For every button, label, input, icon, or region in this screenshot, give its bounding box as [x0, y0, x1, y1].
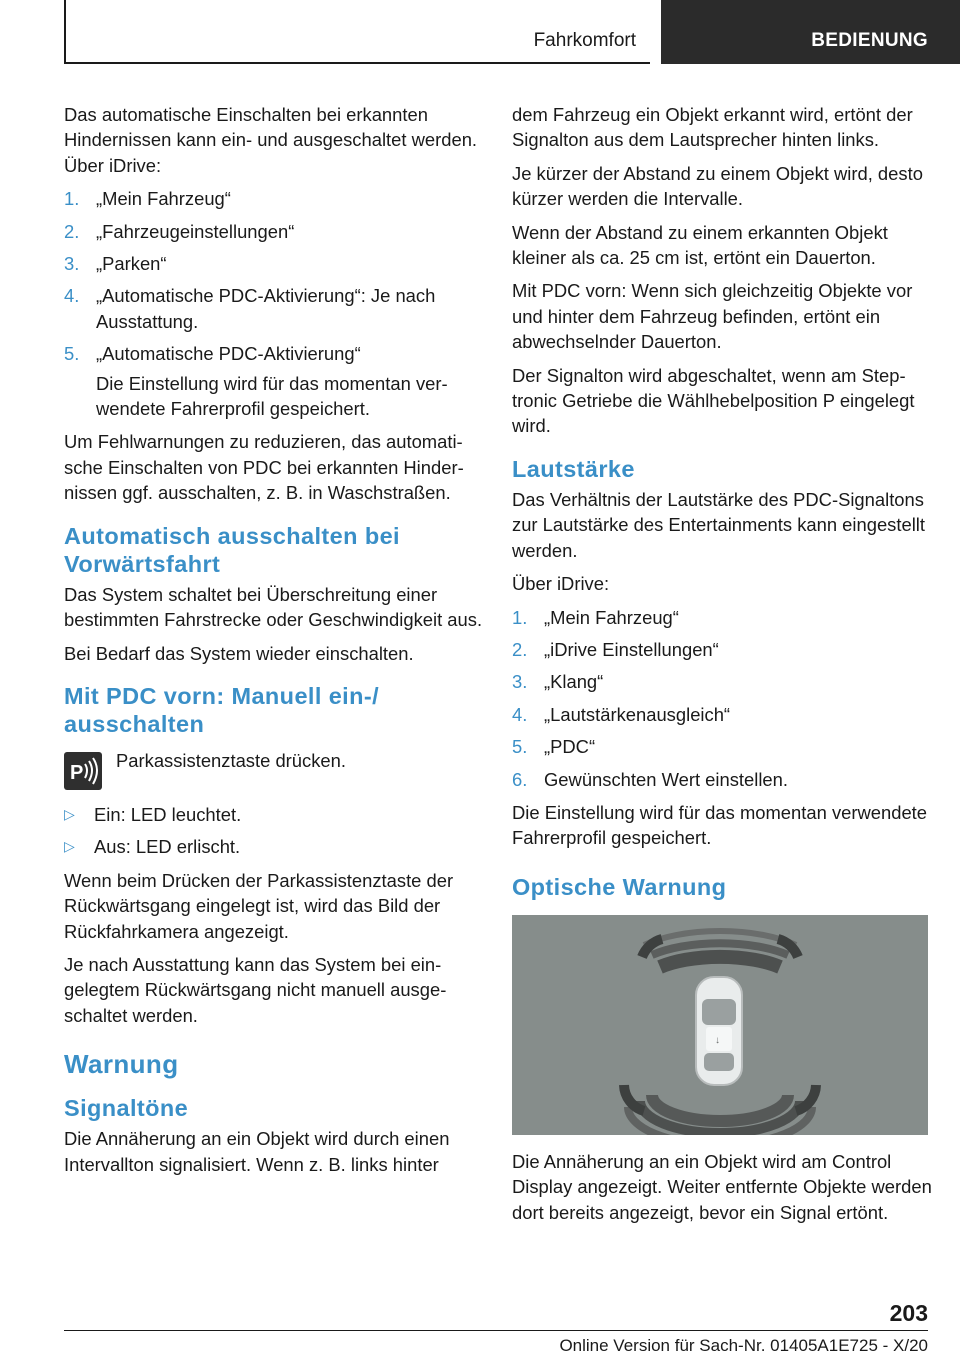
step-text: Gewünschten Wert einstellen. — [544, 768, 788, 790]
list-item — [512, 669, 932, 694]
bullet-text: Aus: LED erlischt. — [94, 836, 241, 858]
list-item — [512, 637, 932, 662]
list-item — [64, 834, 484, 859]
pdc-display-figure — [512, 915, 928, 1135]
step-number: 6. — [512, 768, 528, 790]
triangle-bullet-icon: ▷ — [64, 805, 75, 822]
button-instruction-text: Parkassistenztaste drücken. — [116, 749, 346, 771]
step-number: 2. — [512, 638, 528, 660]
auto-paragraph-2: Bei Bedarf das System wieder einschalten. — [64, 642, 414, 664]
header-chapter-tab — [661, 0, 960, 64]
footer-online-version: Online Version für Sach-Nr. 01405A1E725 - X/20 — [559, 1336, 928, 1355]
step-number: 4. — [64, 285, 80, 307]
manual-paragraph-2: Je nach Ausstattung kann das System bei eingelegtem Rückwärtsgang nicht manuell ausgeschaltet werden. — [64, 953, 447, 1026]
step-number: 1. — [512, 606, 528, 628]
volume-paragraph-3: Die Einstellung wird für das momentan verwendete Fahrerprofil gespeichert. — [512, 801, 928, 849]
header-section-title: Fahrkomfort — [533, 30, 636, 51]
intro-paragraph: Das automatische Einschalten bei erkannten Hindernissen kann ein- und ausgeschaltet werden. Über iDrive: — [64, 104, 478, 176]
step-text: „Mein Fahrzeug“ — [96, 188, 231, 210]
step-text: „Automatische PDC-Aktivierung“: Je nach Ausstattung. — [96, 285, 436, 332]
step-text: „Fahrzeugeinstellungen“ — [96, 220, 295, 242]
svg-text:P: P — [70, 761, 84, 784]
step-number: 5. — [64, 343, 80, 365]
step-note: Die Einstellung wird für das momentan verwendete Fahrerprofil gespeichert. — [96, 372, 448, 420]
header-chapter-label: BEDIENUNG — [811, 30, 928, 51]
bullet-text: Ein: LED leuchtet. — [94, 803, 242, 825]
step-text: „PDC“ — [544, 736, 596, 758]
step-number: 3. — [64, 253, 80, 275]
continued-paragraph-4: Mit PDC vorn: Wenn sich gleichzeitig Objekte vor und hinter dem Fahrzeug befinden, ertönt ein abwechselnder Dauerton. — [512, 280, 913, 353]
step-number: 5. — [512, 736, 528, 758]
list-item — [64, 283, 484, 334]
step-number: 4. — [512, 703, 528, 725]
list-item — [64, 186, 484, 211]
volume-paragraph-1: Das Verhältnis der Lautstärke des PDC-Signaltons zur Lautstärke des Entertainments kann eingestellt werden. — [512, 488, 925, 561]
step-text: „iDrive Einstellungen“ — [544, 638, 719, 660]
continued-paragraph-2: Je kürzer der Abstand zu einem Objekt wird, desto kürzer werden die Intervalle. — [512, 162, 923, 210]
step-number: 3. — [512, 671, 528, 693]
right-column — [512, 102, 932, 1233]
step-content — [96, 341, 484, 421]
svg-text:↓: ↓ — [715, 1034, 720, 1046]
list-item — [512, 767, 932, 792]
heading-volume: Lautstärke — [512, 455, 635, 482]
step-text: „Lautstärkenausgleich“ — [544, 703, 731, 725]
pdc-display-graphic — [512, 915, 928, 1135]
led-status-list — [64, 802, 484, 860]
page-number: 203 — [889, 1300, 928, 1326]
park-assist-button-icon — [64, 752, 102, 790]
idrive-steps-list — [64, 186, 484, 421]
footer-rule — [64, 1330, 928, 1331]
volume-paragraph-2: Über iDrive: — [512, 573, 610, 595]
heading-optical-warning: Optische Warnung — [512, 873, 727, 900]
step-number: 2. — [64, 220, 80, 242]
list-item — [512, 702, 932, 727]
header-left-rule — [64, 0, 66, 64]
button-instruction — [64, 748, 484, 790]
continued-paragraph-5: Der Signalton wird abgeschaltet, wenn am Steptronic Getriebe die Wählhebelposition P eingelegt wird. — [512, 364, 915, 437]
continued-paragraph-3: Wenn der Abstand zu einem erkannten Objekt kleiner als ca. 25 cm ist, ertönt ein Dauerton. — [512, 221, 888, 269]
step-text: „Parken“ — [96, 253, 167, 275]
car-icon — [696, 977, 742, 1085]
optical-paragraph: Die Annäherung an ein Objekt wird am Control Display angezeigt. Weiter entfernte Objekte werden dort bereits angezeigt, bevor ein Signal ertönt. — [512, 1150, 932, 1223]
left-column — [64, 102, 484, 1185]
list-item — [64, 341, 484, 421]
fehlwarnung-paragraph: Um Fehlwarnungen zu reduzieren, das automatische Einschalten von PDC bei erkannten Hindernissen ggf. ausschalten, z. B. in Waschstraßen. — [64, 431, 464, 504]
triangle-bullet-icon: ▷ — [64, 838, 75, 855]
heading-auto-off: Automatisch ausschalten bei Vorwärtsfahrt — [64, 522, 400, 577]
list-item — [64, 219, 484, 244]
list-item — [512, 605, 932, 630]
signal-paragraph: Die Annäherung an ein Objekt wird durch einen Intervallton signalisiert. Wenn z. B. links hinter — [64, 1128, 450, 1175]
continued-paragraph-1: dem Fahrzeug ein Objekt erkannt wird, ertönt der Signalton aus dem Lautsprecher hinten links. — [512, 104, 913, 151]
step-number: 1. — [64, 188, 80, 210]
heading-warning: Warnung — [64, 1049, 179, 1080]
manual-paragraph-1: Wenn beim Drücken der Parkassistenztaste der Rückwärtsgang eingelegt ist, wird das Bild der Rückfahrkamera angezeigt. — [64, 869, 454, 942]
volume-steps-list — [512, 605, 932, 792]
step-text: „Klang“ — [544, 671, 604, 693]
heading-manual: Mit PDC vorn: Manuell ein-/ ausschalten — [64, 682, 380, 737]
step-text: „Automatische PDC-Aktivierung“ — [96, 343, 361, 365]
auto-paragraph-1: Das System schaltet bei Überschreitung einer bestimmten Fahrstrecke oder Geschwindigkeit aus. — [64, 583, 483, 631]
list-item — [512, 734, 932, 759]
header-bottom-rule — [64, 62, 650, 64]
step-text: „Mein Fahrzeug“ — [544, 606, 679, 628]
list-item — [64, 802, 484, 827]
heading-signal-tones: Signaltöne — [64, 1095, 189, 1122]
list-item — [64, 251, 484, 276]
